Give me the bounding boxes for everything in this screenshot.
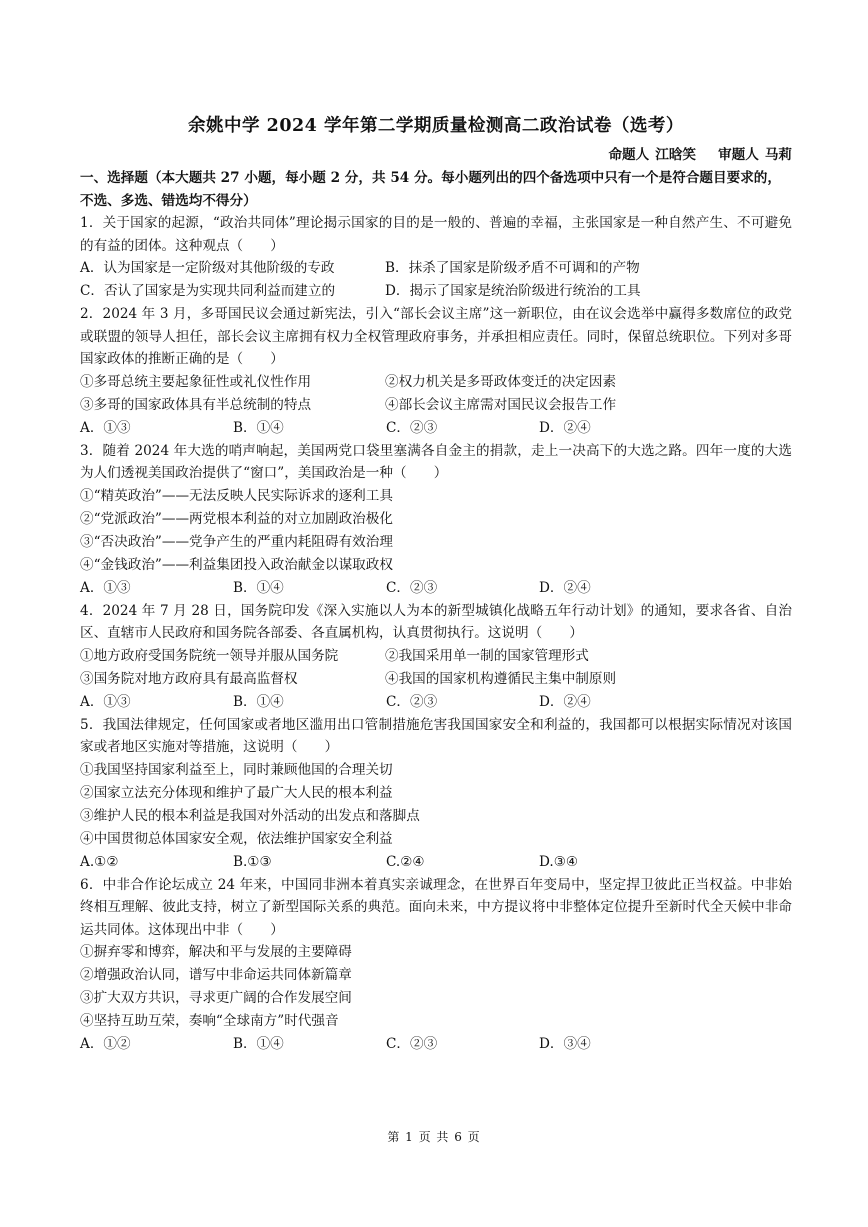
option-b: B.①③ — [233, 853, 272, 870]
options-row — [80, 851, 792, 874]
option-d: D.③④ — [539, 853, 579, 870]
question-stem: 3．随着 2024 年大选的哨声响起，美国两党口袋里塞满各自金主的捐款，走上一决高下的大选之路。四年一度的大选为人们透视美国政治提供了“窗口”，美国政治是一种（ ） — [80, 442, 792, 481]
statements-row — [80, 394, 792, 417]
option-c: C．②③ — [386, 693, 438, 710]
option-d: D．揭示了国家是统治阶级进行统治的工具 — [385, 283, 641, 299]
statement-4: ④“金钱政治”——利益集团投入政治献金以谋取政权 — [80, 556, 393, 573]
option-b: B．①④ — [233, 1036, 284, 1052]
question-stem: 1．关于国家的起源，“政治共同体”理论揭示国家的目的是一般的、普遍的幸福，主张国家是一种自然产生、不可避免的有益的团体。这种观点（ ） — [80, 215, 792, 254]
option-a: A.①② — [80, 853, 119, 870]
statement-2: ②“党派政治”——两党根本利益的对立加剧政治极化 — [80, 510, 393, 527]
section-heading: 一、选择题（本大题共 27 小题，每小题 2 分，共 54 分。每小题列出的四个备选项中只有一个是符合题目要求的，不选、多选、错选均不得分） — [80, 170, 781, 209]
question-3 — [80, 440, 792, 600]
statement-4: ④我国的国家机构遵循民主集中制原则 — [385, 670, 617, 687]
statement-2: ②权力机关是多哥政体变迁的决定因素 — [385, 373, 617, 390]
statement-3: ③国务院对地方政府具有最高监督权 — [80, 670, 298, 687]
statement-2: ②我国采用单一制的国家管理形式 — [385, 647, 589, 664]
question-stem: 4．2024 年 7 月 28 日，国务院印发《深入实施以人为本的新型城镇化战略五年行动计划》的通知，要求各省、自治区、直辖市人民政府和国务院各部委、各直属机构，认真贯彻执行。这说明（ ） — [80, 602, 792, 641]
option-a: A．①③ — [80, 693, 131, 710]
statements-row — [80, 668, 792, 691]
option-b: B．①④ — [233, 693, 284, 710]
option-b: B．①④ — [233, 579, 284, 596]
question-5 — [80, 714, 792, 874]
statement-2: ②国家立法充分体现和维护了最广大人民的根本利益 — [80, 784, 393, 801]
option-b: B．抹杀了国家是阶级矛盾不可调和的产物 — [385, 260, 640, 276]
statement-3: ③扩大双方共识，寻求更广阔的合作发展空间 — [80, 990, 352, 1006]
options-row — [80, 691, 792, 714]
option-d: D．②④ — [539, 693, 591, 710]
option-a: A．①③ — [80, 579, 131, 596]
option-c: C．②③ — [386, 419, 438, 436]
option-c: C．否认了国家是为实现共同利益而建立的 — [80, 283, 336, 299]
statement-1: ①多哥总统主要起象征性或礼仪性作用 — [80, 373, 312, 390]
option-a: A．认为国家是一定阶级对其他阶级的专政 — [80, 260, 335, 276]
statement-4: ④中国贯彻总体国家安全观，依法维护国家安全利益 — [80, 830, 393, 847]
statement-1: ①摒弃零和博弈，解决和平与发展的主要障碍 — [80, 944, 352, 960]
option-a: A．①② — [80, 1036, 131, 1052]
question-1 — [80, 212, 792, 303]
statements-row — [80, 645, 792, 668]
statement-1: ①地方政府受国务院统一领导并服从国务院 — [80, 647, 339, 664]
page-title: 余姚中学 2024 学年第二学期质量检测高二政治试卷（选考） — [188, 116, 684, 136]
statement-4: ④坚持互助互荣，奏响“全球南方”时代强音 — [80, 1013, 339, 1029]
setter-name: 江晗笑 — [655, 147, 697, 163]
option-c: C．②③ — [386, 579, 438, 596]
option-d: D．②④ — [539, 579, 591, 596]
options-row — [80, 280, 792, 303]
statement-3: ③维护人民的根本利益是我国对外活动的出发点和落脚点 — [80, 807, 420, 824]
statement-1: ①我国坚持国家利益至上，同时兼顾他国的合理关切 — [80, 761, 393, 778]
question-6 — [80, 874, 792, 1057]
option-b: B．①④ — [233, 419, 284, 436]
options-row — [80, 577, 792, 600]
statement-3: ③“否决政治”——党争产生的严重内耗阻碍有效治理 — [80, 533, 393, 550]
setter-label: 命题人 — [608, 147, 650, 163]
option-c: C.②④ — [386, 853, 425, 870]
question-stem: 2．2024 年 3 月，多哥国民议会通过新宪法，引入“部长会议主席”这一新职位，由在议会选举中赢得多数席位的政党或联盟的领导人担任，部长会议主席拥有权力全权管理政府事务，并承担相应责任。同时，保留总统职位。下列对多哥国家政体的推断正确的是（ ） — [80, 306, 792, 367]
exam-page — [80, 112, 792, 1056]
statement-2: ②增强政治认同，谱写中非命运共同体新篇章 — [80, 967, 352, 983]
question-stem: 6．中非合作论坛成立 24 年来，中国同非洲本着真实亲诚理念，在世界百年变局中，坚定捍卫彼此正当权益。中非始终相互理解、彼此支持，树立了新型国际关系的典范。面向未来，中方提议将中非整体定位提升至新时代全天候中非命运共同体。这体现出中非（ ） — [80, 876, 792, 938]
statement-3: ③多哥的国家政体具有半总统制的特点 — [80, 396, 312, 413]
statement-4: ④部长会议主席需对国民议会报告工作 — [385, 396, 617, 413]
reviewer-label: 审题人 — [718, 147, 759, 163]
statements-row — [80, 371, 792, 394]
page-footer: 第 1 页 共 6 页 — [387, 1130, 481, 1144]
options-row — [80, 417, 792, 440]
question-4 — [80, 600, 792, 714]
question-2 — [80, 303, 792, 440]
option-c: C．②③ — [386, 1036, 438, 1052]
option-d: D．③④ — [539, 1036, 591, 1052]
statement-1: ①“精英政治”——无法反映人民实际诉求的逐利工具 — [80, 487, 393, 504]
options-row — [80, 1033, 792, 1056]
question-stem: 5．我国法律规定，任何国家或者地区滥用出口管制措施危害我国国家安全和利益的，我国都可以根据实际情况对该国家或者地区实施对等措施，这说明（ ） — [80, 716, 792, 755]
reviewer-name: 马莉 — [764, 147, 792, 163]
option-a: A．①③ — [80, 419, 131, 436]
options-row — [80, 257, 792, 280]
option-d: D．②④ — [539, 419, 591, 436]
authors-line — [80, 145, 792, 165]
